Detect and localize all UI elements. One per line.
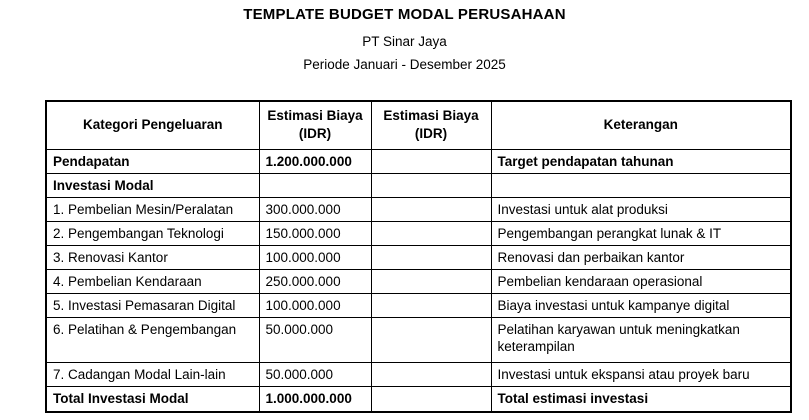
cell-estimasi-1: 1.000.000.000 (259, 386, 371, 412)
cell-keterangan: Pengembangan perangkat lunak & IT (491, 221, 791, 245)
document-page (0, 6, 809, 413)
cell-kategori: Pendapatan (46, 149, 259, 173)
cell-kategori: 3. Renovasi Kantor (46, 245, 259, 269)
table-header-row (46, 101, 791, 149)
cell-kategori: 2. Pengembangan Teknologi (46, 221, 259, 245)
cell-estimasi-2 (371, 269, 491, 293)
cell-kategori: 7. Cadangan Modal Lain-lain (46, 362, 259, 386)
cell-kategori: Total Investasi Modal (46, 386, 259, 412)
cell-estimasi-2 (371, 173, 491, 197)
cell-estimasi-1: 1.200.000.000 (259, 149, 371, 173)
cell-keterangan: Biaya investasi untuk kampanye digital (491, 293, 791, 317)
cell-estimasi-1: 150.000.000 (259, 221, 371, 245)
table-row (46, 221, 791, 245)
cell-estimasi-1: 100.000.000 (259, 293, 371, 317)
header-keterangan: Keterangan (491, 101, 791, 149)
cell-estimasi-2 (371, 386, 491, 412)
table-row-investasi-modal (46, 173, 791, 197)
cell-keterangan: Pembelian kendaraan operasional (491, 269, 791, 293)
cell-estimasi-1: 250.000.000 (259, 269, 371, 293)
cell-estimasi-2 (371, 317, 491, 362)
cell-kategori: 6. Pelatihan & Pengembangan (46, 317, 259, 362)
budget-table (45, 100, 792, 413)
cell-estimasi-2 (371, 362, 491, 386)
page-title: TEMPLATE BUDGET MODAL PERUSAHAAN (243, 6, 566, 23)
cell-kategori: 4. Pembelian Kendaraan (46, 269, 259, 293)
company-name: PT Sinar Jaya (362, 34, 447, 49)
table-row (46, 362, 791, 386)
cell-estimasi-1: 50.000.000 (259, 317, 371, 362)
cell-kategori: 1. Pembelian Mesin/Peralatan (46, 197, 259, 221)
cell-keterangan: Investasi untuk ekspansi atau proyek baru (491, 362, 791, 386)
table-row (46, 269, 791, 293)
cell-keterangan (491, 173, 791, 197)
cell-kategori: 5. Investasi Pemasaran Digital (46, 293, 259, 317)
cell-keterangan: Investasi untuk alat produksi (491, 197, 791, 221)
cell-estimasi-1: 50.000.000 (259, 362, 371, 386)
table-row (46, 245, 791, 269)
table-row-pendapatan (46, 149, 791, 173)
cell-estimasi-1: 300.000.000 (259, 197, 371, 221)
cell-keterangan: Renovasi dan perbaikan kantor (491, 245, 791, 269)
header-estimasi-biaya-2: Estimasi Biaya (IDR) (371, 101, 491, 149)
period-label: Periode Januari - Desember 2025 (303, 57, 506, 72)
cell-keterangan: Total estimasi investasi (491, 386, 791, 412)
table-row-total-investasi-modal (46, 386, 791, 412)
table-row (46, 293, 791, 317)
cell-estimasi-2 (371, 197, 491, 221)
cell-keterangan: Target pendapatan tahunan (491, 149, 791, 173)
cell-estimasi-2 (371, 293, 491, 317)
cell-keterangan: Pelatihan karyawan untuk meningkatkan keterampilan (491, 317, 791, 362)
cell-estimasi-1: 100.000.000 (259, 245, 371, 269)
cell-kategori: Investasi Modal (46, 173, 259, 197)
cell-estimasi-2 (371, 149, 491, 173)
cell-estimasi-1 (259, 173, 371, 197)
cell-estimasi-2 (371, 221, 491, 245)
table-row (46, 197, 791, 221)
header-estimasi-biaya-1: Estimasi Biaya (IDR) (259, 101, 371, 149)
header-kategori-pengeluaran: Kategori Pengeluaran (46, 101, 259, 149)
table-row (46, 317, 791, 362)
cell-estimasi-2 (371, 245, 491, 269)
